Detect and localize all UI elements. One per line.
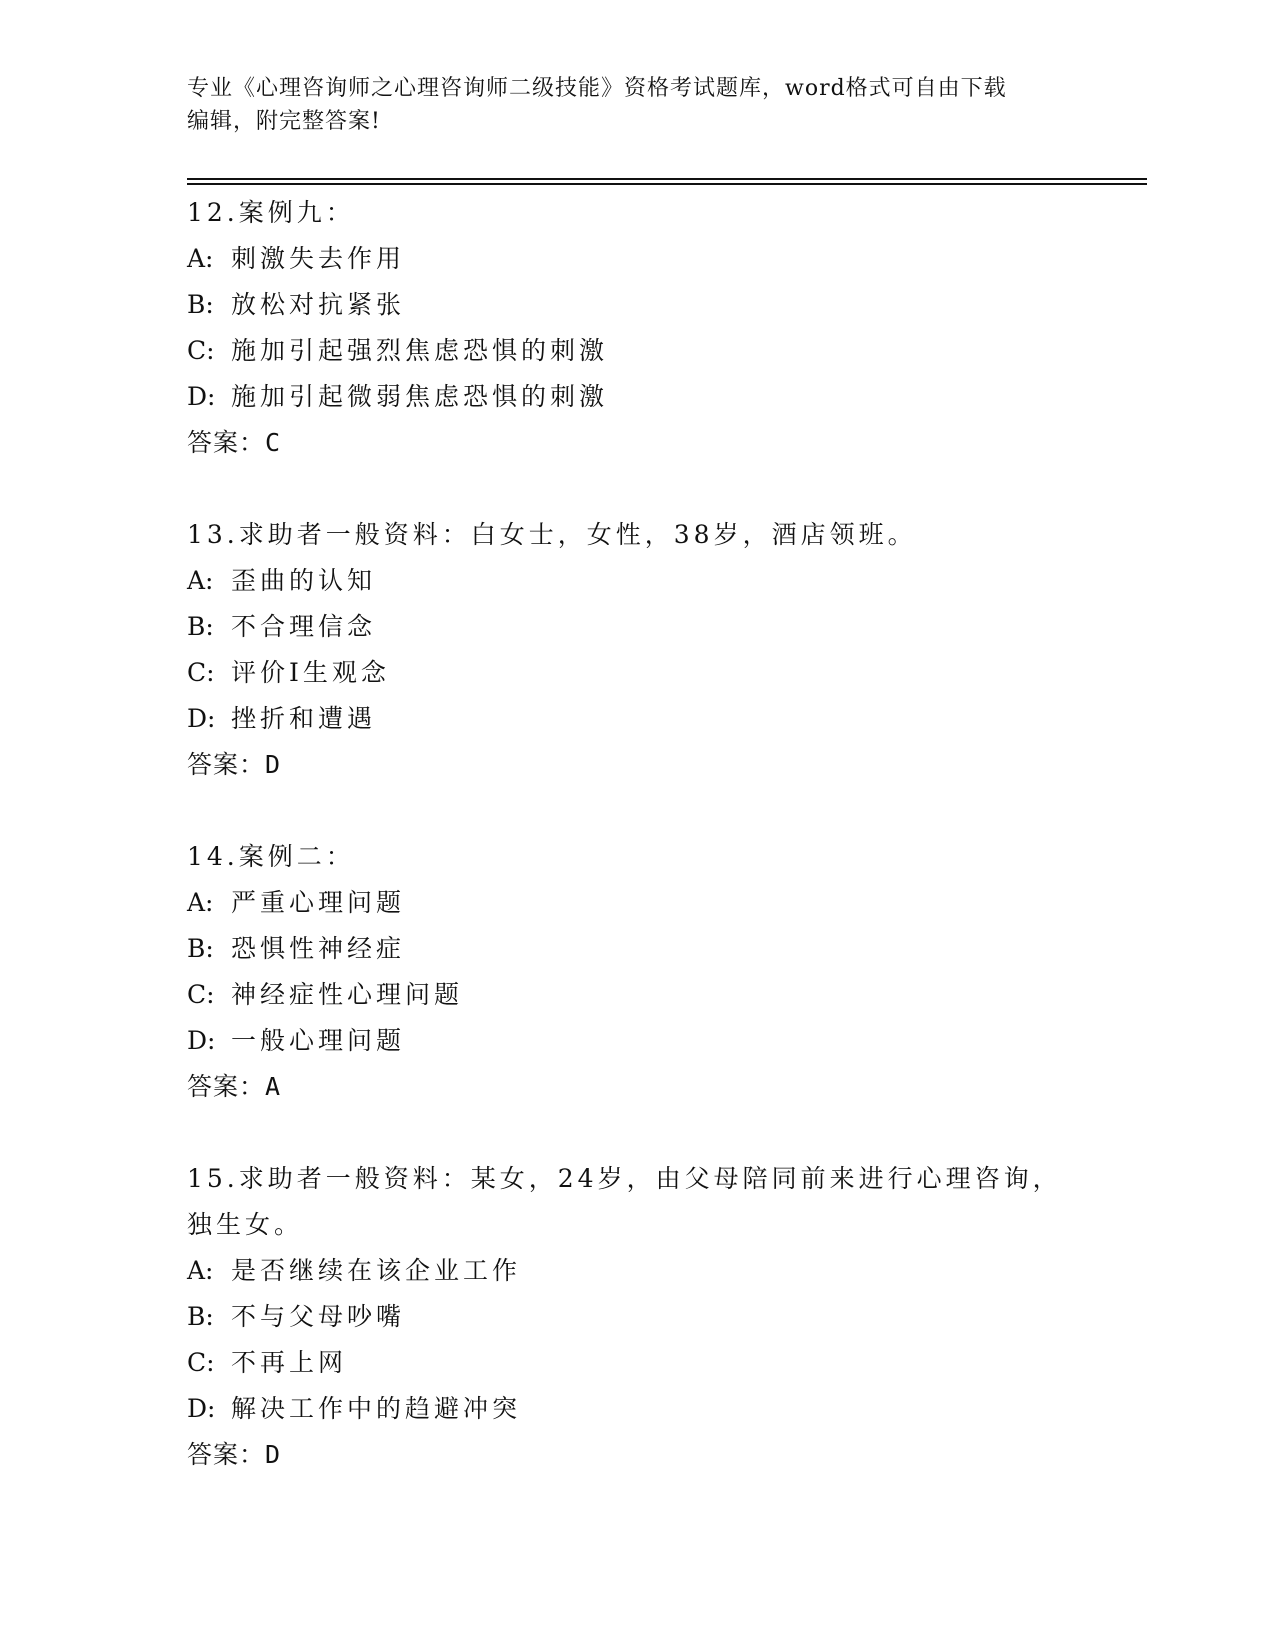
option-a <box>187 880 1087 926</box>
option-letter: D: <box>187 704 216 733</box>
option-c <box>187 972 1087 1018</box>
question-list <box>187 190 1087 1524</box>
answer-value: C <box>265 428 282 457</box>
answer-value: D <box>265 1440 282 1469</box>
option-text: 是否继续在该企业工作 <box>231 1256 522 1285</box>
answer-line <box>187 420 1087 466</box>
option-a <box>187 1248 1087 1294</box>
question-item <box>187 512 1087 788</box>
answer-line <box>187 742 1087 788</box>
option-letter: B: <box>187 612 214 641</box>
option-b <box>187 282 1087 328</box>
option-c <box>187 1340 1087 1386</box>
header-divider-top <box>187 178 1147 180</box>
option-letter: C: <box>187 1348 215 1377</box>
question-item <box>187 190 1087 466</box>
question-title: 15.求助者一般资料：某女，24岁，由父母陪同前来进行心理咨询，独生女。 <box>187 1164 1062 1239</box>
option-text: 不再上网 <box>231 1348 348 1377</box>
answer-value: D <box>265 750 282 779</box>
option-text: 施加引起强烈焦虑恐惧的刺激 <box>231 336 609 365</box>
option-text: 一般心理问题 <box>231 1026 406 1055</box>
option-b <box>187 604 1087 650</box>
option-text: 施加引起微弱焦虑恐惧的刺激 <box>231 382 609 411</box>
option-letter: C: <box>187 336 215 365</box>
option-letter: D: <box>187 382 216 411</box>
option-text: 歪曲的认知 <box>231 566 377 595</box>
question-title: 14.案例二： <box>187 842 355 871</box>
header-line-2: 编辑，附完整答案! <box>187 109 381 134</box>
answer-label: 答案： <box>187 1072 266 1101</box>
answer-line <box>187 1064 1087 1110</box>
option-letter: C: <box>187 980 215 1009</box>
option-text: 放松对抗紧张 <box>231 290 406 319</box>
question-item <box>187 1156 1087 1478</box>
answer-label: 答案： <box>187 750 266 779</box>
option-d <box>187 1018 1087 1064</box>
option-c <box>187 650 1087 696</box>
option-a <box>187 236 1087 282</box>
answer-line <box>187 1432 1087 1478</box>
option-text: 不与父母吵嘴 <box>231 1302 406 1331</box>
option-d <box>187 696 1087 742</box>
header-line-1: 专业《心理咨询师之心理咨询师二级技能》资格考试题库，word格式可自由下载 <box>187 76 1007 101</box>
option-d <box>187 1386 1087 1432</box>
option-letter: A: <box>187 244 214 273</box>
option-letter: C: <box>187 658 215 687</box>
option-letter: A: <box>187 1256 214 1285</box>
option-a <box>187 558 1087 604</box>
option-b <box>187 926 1087 972</box>
option-letter: B: <box>187 934 214 963</box>
option-d <box>187 374 1087 420</box>
option-letter: A: <box>187 566 214 595</box>
option-letter: B: <box>187 1302 214 1331</box>
option-text: 不合理信念 <box>231 612 377 641</box>
question-title: 12.案例九： <box>187 198 355 227</box>
answer-label: 答案： <box>187 428 266 457</box>
option-text: 评价I生观念 <box>231 658 390 687</box>
document-header <box>187 72 1087 138</box>
option-text: 神经症性心理问题 <box>231 980 464 1009</box>
question-title: 13.求助者一般资料：白女士，女性，38岁，酒店领班。 <box>187 520 917 549</box>
question-item <box>187 834 1087 1110</box>
option-letter: B: <box>187 290 214 319</box>
answer-value: A <box>265 1072 282 1101</box>
option-letter: D: <box>187 1394 216 1423</box>
option-c <box>187 328 1087 374</box>
option-text: 严重心理问题 <box>231 888 406 917</box>
option-text: 恐惧性神经症 <box>231 934 406 963</box>
option-letter: D: <box>187 1026 216 1055</box>
header-divider-bottom <box>187 183 1147 185</box>
option-text: 挫折和遭遇 <box>231 704 377 733</box>
answer-label: 答案： <box>187 1440 266 1469</box>
option-text: 刺激失去作用 <box>231 244 406 273</box>
option-letter: A: <box>187 888 214 917</box>
option-b <box>187 1294 1087 1340</box>
option-text: 解决工作中的趋避冲突 <box>231 1394 522 1423</box>
